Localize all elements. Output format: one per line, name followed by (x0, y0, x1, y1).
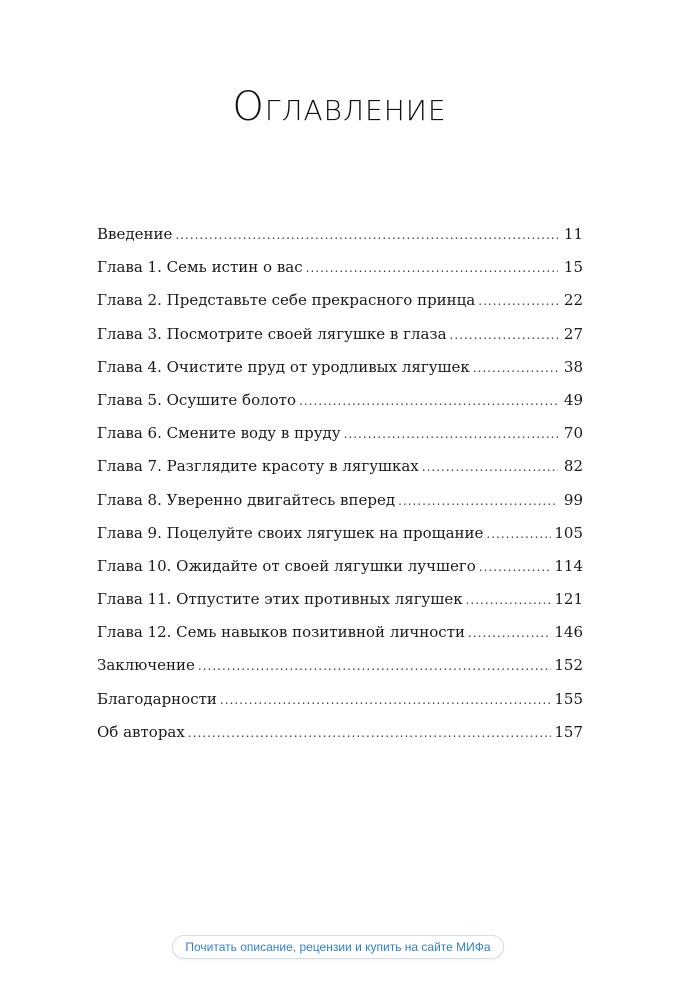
toc-entry-title: Глава 1. Семь истин о вас (97, 258, 303, 277)
toc-entry-page: 99 (563, 490, 583, 509)
dot-leader (422, 453, 558, 481)
toc-entry-chapter-6 (97, 419, 583, 452)
toc-entry-chapter-4 (97, 353, 583, 386)
dot-leader (188, 719, 552, 747)
toc-entry-introduction (97, 220, 583, 253)
toc-entry-chapter-9 (97, 519, 583, 552)
toc-entry-page: 49 (563, 390, 583, 409)
toc-entry-title: Глава 12. Семь навыков позитивной личности (97, 623, 465, 642)
dot-leader (478, 287, 558, 315)
dot-leader (344, 420, 558, 448)
dot-leader (198, 652, 551, 680)
dot-leader (220, 686, 551, 714)
dot-leader (466, 586, 552, 614)
toc-entry-page: 121 (554, 590, 583, 609)
toc-entry-page: 27 (563, 324, 583, 343)
dot-leader (398, 487, 558, 515)
toc-entry-page: 105 (554, 523, 583, 542)
toc-entry-page: 157 (554, 722, 583, 741)
toc-entry-title: Глава 11. Отпустите этих противных лягушек (97, 590, 463, 609)
dot-leader (468, 619, 551, 647)
dot-leader (450, 321, 558, 349)
dot-leader (299, 387, 558, 415)
toc-entry-acknowledgements (97, 685, 583, 718)
mif-store-link[interactable]: Почитать описание, рецензии и купить на сайте МИФа (172, 935, 504, 959)
toc-entry-page: 11 (563, 225, 583, 243)
toc-entry-page: 38 (563, 357, 583, 376)
toc-entry-page: 22 (563, 291, 583, 310)
toc-entry-page: 82 (563, 457, 583, 476)
toc-entry-about-authors (97, 718, 583, 751)
dot-leader (306, 254, 558, 282)
table-of-contents (97, 220, 583, 751)
toc-entry-title: Глава 4. Очистите пруд от уродливых лягушек (97, 357, 470, 376)
toc-entry-page: 146 (554, 623, 583, 642)
toc-entry-title: Глава 7. Разглядите красоту в лягушках (97, 457, 419, 476)
toc-entry-title: Благодарности (97, 689, 217, 708)
toc-entry-chapter-12 (97, 618, 583, 651)
toc-entry-chapter-3 (97, 320, 583, 353)
toc-entry-chapter-7 (97, 452, 583, 485)
dot-leader (479, 553, 552, 581)
toc-entry-title: Об авторах (97, 722, 185, 741)
toc-entry-page: 114 (554, 556, 583, 575)
dot-leader (473, 354, 558, 382)
toc-entry-chapter-5 (97, 386, 583, 419)
page-title: Оглавление (232, 84, 447, 130)
dot-leader (486, 520, 551, 548)
toc-entry-title: Заключение (97, 656, 195, 675)
toc-entry-chapter-11 (97, 585, 583, 618)
toc-entry-title: Глава 9. Поцелуйте своих лягушек на прощание (97, 523, 484, 542)
dot-leader (175, 221, 558, 249)
toc-entry-title: Введение (97, 225, 173, 243)
toc-entry-page: 15 (563, 258, 583, 277)
toc-entry-page: 152 (554, 656, 583, 675)
toc-entry-chapter-10 (97, 552, 583, 585)
toc-entry-page: 70 (563, 424, 583, 443)
toc-entry-title: Глава 2. Представьте себе прекрасного принца (97, 291, 476, 310)
toc-entry-title: Глава 8. Уверенно двигайтесь вперед (97, 490, 396, 509)
toc-entry-conclusion (97, 651, 583, 684)
toc-entry-chapter-2 (97, 286, 583, 319)
toc-entry-chapter-8 (97, 486, 583, 519)
toc-entry-page: 155 (554, 689, 583, 708)
toc-entry-title: Глава 10. Ожидайте от своей лягушки лучшего (97, 556, 476, 575)
toc-entry-chapter-1 (97, 253, 583, 286)
toc-entry-title: Глава 3. Посмотрите своей лягушке в глаза (97, 324, 447, 343)
toc-entry-title: Глава 6. Смените воду в пруду (97, 424, 341, 443)
toc-entry-title: Глава 5. Осушите болото (97, 390, 296, 409)
